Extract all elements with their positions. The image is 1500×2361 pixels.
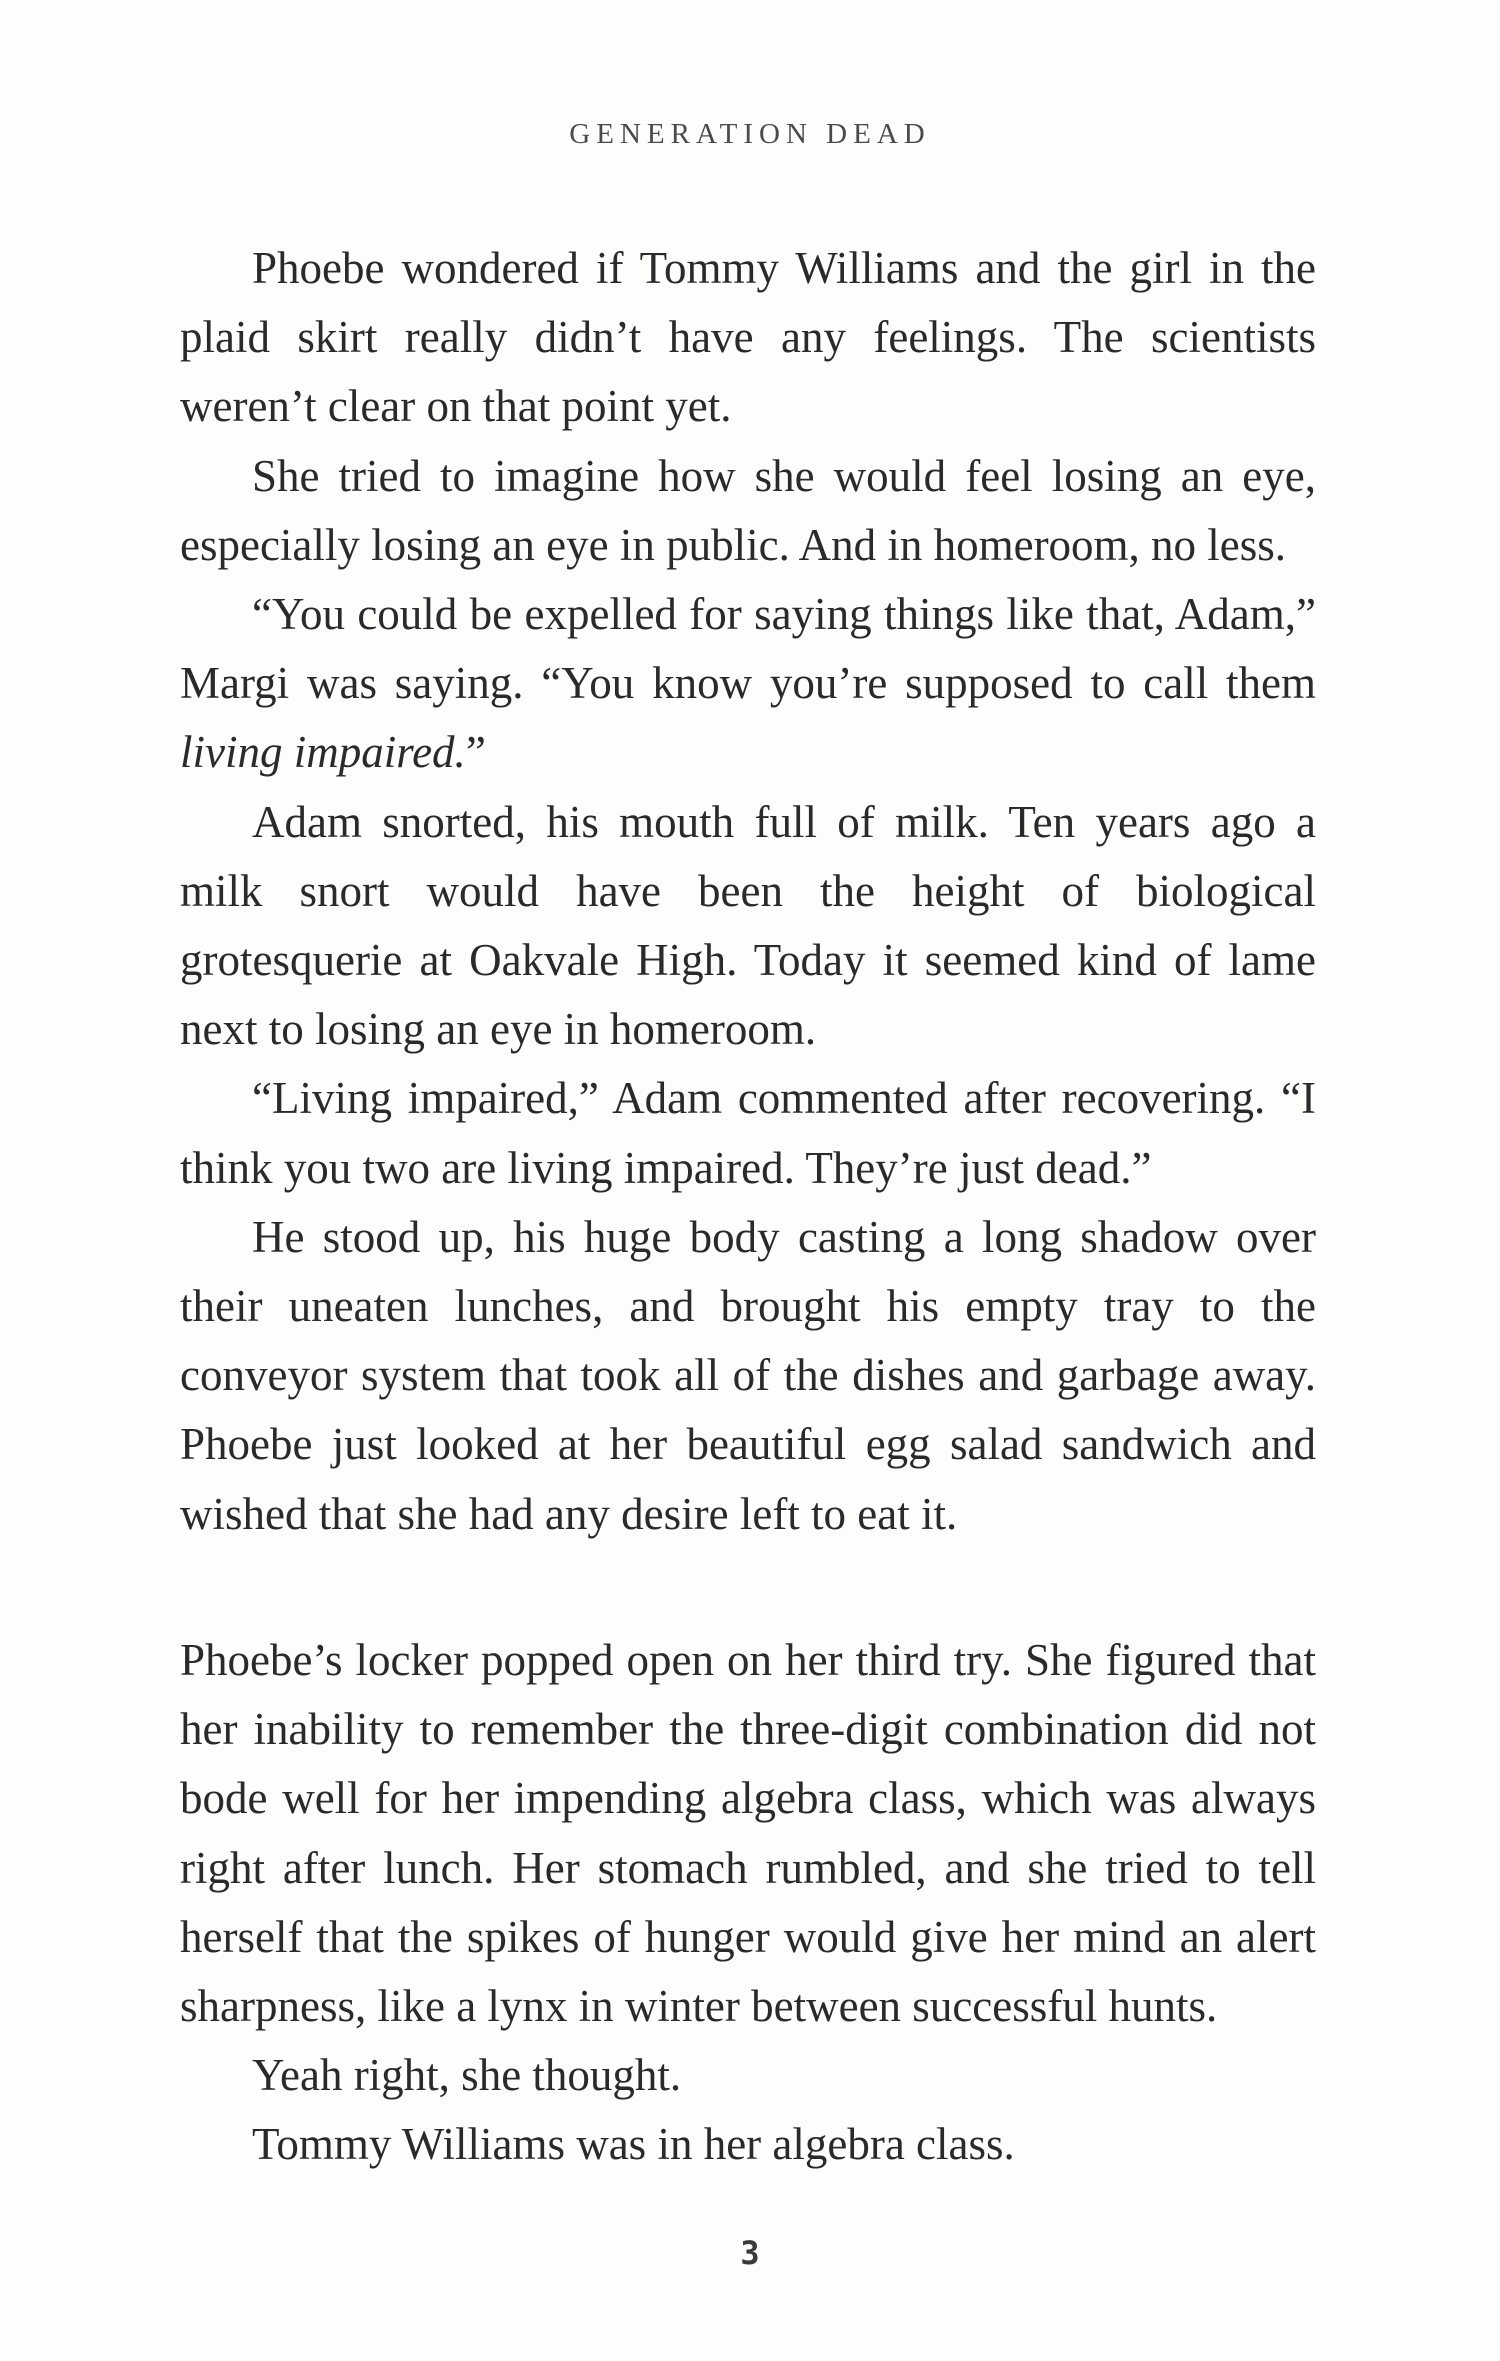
- paragraph: Yeah right, she thought.: [252, 2050, 682, 2101]
- dialogue-text: “You could be expelled for saying things like that, Adam,” Margi was saying. “You know you’re supposed to call them: [180, 589, 1316, 709]
- paragraph: He stood up, his huge body casting a long shadow over their uneaten lunches, and brought his empty tray to the conveyor system that took all of the dishes and garbage away. Phoebe just looked at her beautiful egg salad sandwich and wished that she had any desire left to eat it.: [180, 1211, 1316, 1539]
- text-section-2: [180, 1626, 1316, 2180]
- text-section-1: [180, 234, 1316, 1549]
- paragraph: Phoebe wondered if Tommy Williams and the girl in the plaid skirt really didn’t have any feelings. The scientists weren’t clear on that point yet.: [180, 243, 1316, 432]
- paragraph: Adam snorted, his mouth full of milk. Ten years ago a milk snort would have been the height of biological grotesquerie at Oakvale High. Today it seemed kind of lame next to losing an eye in homeroom.: [180, 796, 1316, 1055]
- paragraph: [180, 580, 1316, 788]
- paragraph: “Living impaired,” Adam commented after recovering. “I think you two are living impaired. They’re just dead.”: [180, 1073, 1316, 1193]
- paragraph: Tommy Williams was in her algebra class.: [252, 2119, 1015, 2170]
- paragraph: She tried to imagine how she would feel losing an eye, especially losing an eye in public. And in homeroom, no less.: [180, 450, 1316, 570]
- paragraph: Phoebe’s locker popped open on her third try. She figured that her inability to remember the three-digit combination did not bode well for her impending algebra class, which was always right after lunch. Her stomach rumbled, and she tried to tell herself that the spikes of hunger would give her mind an alert sharpness, like a lynx in winter between successful hunts.: [180, 1635, 1316, 2032]
- page-number: 3: [740, 2234, 760, 2272]
- italic-text: living impaired.: [180, 727, 466, 778]
- closing-quote: ”: [465, 727, 486, 778]
- running-head: GENERATION DEAD: [569, 118, 931, 150]
